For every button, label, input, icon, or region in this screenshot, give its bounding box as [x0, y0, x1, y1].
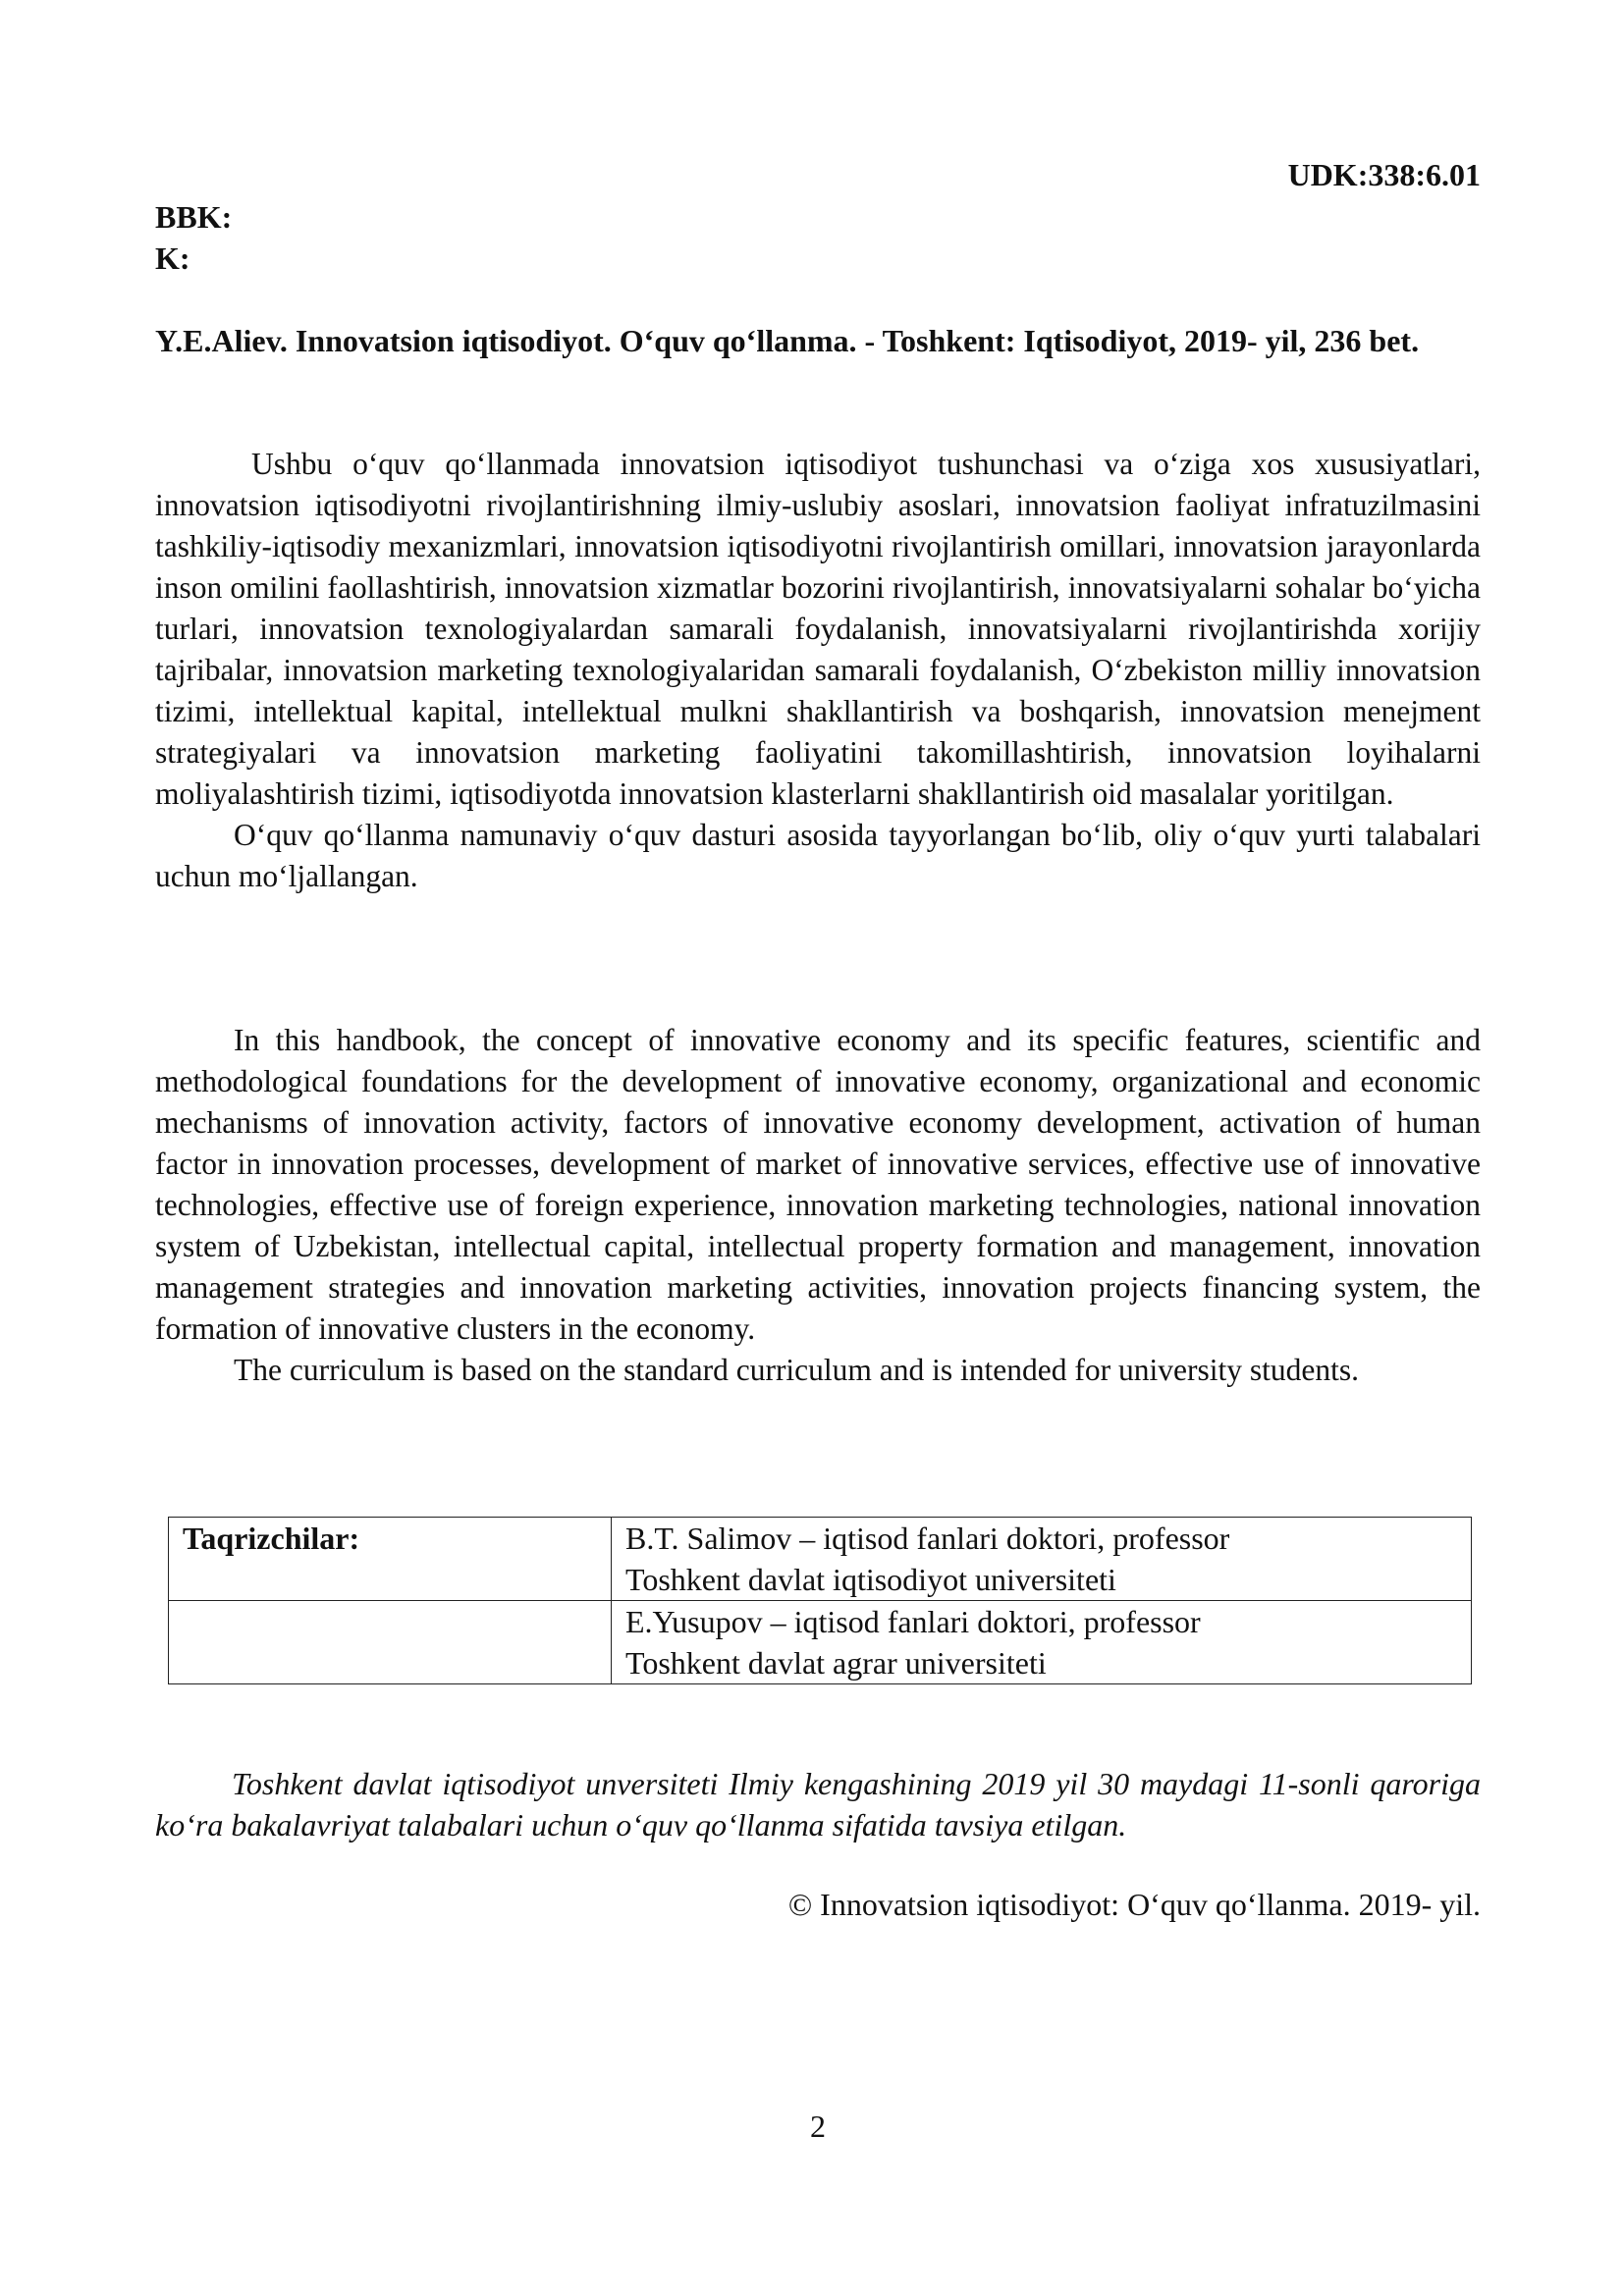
reviewer-cell [612, 1518, 1472, 1601]
abstract-english-paragraph-2: The curriculum is based on the standard curriculum and is intended for university students. [234, 1353, 1359, 1387]
reviewer-name: E.Yusupov – iqtisod fanlari doktori, professor [625, 1604, 1201, 1639]
abstract-english-paragraph-1: In this handbook, the concept of innovative economy and its specific features, scientific and methodological foundations for the development of innovative economy, organizational and economic mechanisms of innovation activity, factors of innovative economy development, activation of human factor in innovation processes, development of market of innovative services, effective use of innovative technologies, effective use of foreign experience, innovation marketing technologies, national innovation system of Uzbekistan, intellectual capital, intellectual property formation and management, innovation management strategies and innovation marketing activities, innovation projects financing system, the formation of innovative clusters in the economy. [155, 1023, 1481, 1346]
reviewer-organization: Toshkent davlat iqtisodiyot universiteti [625, 1562, 1116, 1597]
udk-code: UDK:338:6.01 [1287, 157, 1481, 192]
bibliographic-citation: Y.E.Aliev. Innovatsion iqtisodiyot. O‘quv qo‘llanma. - Toshkent: Iqtisodiyot, 2019- yil, 236 bet. [155, 323, 1420, 358]
abstract-uzbek-paragraph-1: Ushbu o‘quv qo‘llanmada innovatsion iqtisodiyot tushunchasi va o‘ziga xos xususiyatlari, innovatsion iqtisodiyotni rivojlantirishning ilmiy-uslubiy asoslari, innovatsion faoliyat infratuzilmasini tashkiliy-iqtisodiy mexanizmlari, innovatsion iqtisodiyotni rivojlantirish omillari, innovatsion jarayonlarda inson omilini faollashtirish, innovatsion xizmatlar bozorini rivojlantirish, innovatsiyalarni sohalar bo‘yicha turlari, innovatsion texnologiyalardan samarali foydalanish, innovatsiyalarni rivojlantirishda xorijiy tajribalar, innovatsion marketing texnologiyalaridan samarali foydalanish, O‘zbekiston milliy innovatsion tizimi, intellektual kapital, intellektual mulkni shakllantirish va boshqarish, innovatsion menejment strategiyalari va innovatsion marketing faoliyatini takomillashtirish, innovatsion loyihalarni moliyalashtirish tizimi, iqtisodiyotda innovatsion klasterlarni shakllantirish oid masalalar yoritilgan. [155, 447, 1481, 811]
bbk-label: BBK: [155, 199, 233, 235]
page-number: 2 [810, 2109, 826, 2144]
abstract-uzbek [155, 444, 1481, 897]
copyright-line: © Innovatsion iqtisodiyot: O‘quv qo‘llanma. 2019- yil. [787, 1887, 1481, 1922]
table-row [169, 1601, 1472, 1684]
reviewers-table [168, 1517, 1472, 1684]
abstract-english [155, 1020, 1481, 1391]
empty-label-cell [169, 1601, 612, 1684]
reviewer-organization: Toshkent davlat agrar universiteti [625, 1645, 1047, 1681]
abstract-uzbek-paragraph-2: O‘quv qo‘llanma namunaviy o‘quv dasturi asosida tayyorlangan bo‘lib, oliy o‘quv yurti talabalari uchun mo‘ljallangan. [155, 818, 1481, 893]
approval-note: Toshkent davlat iqtisodiyot unversiteti Ilmiy kengashining 2019 yil 30 maydagi 11-sonli qaroriga ko‘ra bakalavriyat talabalari uchun o‘quv qo‘llanma sifatida tavsiya etilgan. [155, 1766, 1481, 1842]
table-row [169, 1518, 1472, 1601]
k-label: K: [155, 240, 190, 276]
reviewer-cell [612, 1601, 1472, 1684]
reviewers-label: Taqrizchilar: [169, 1518, 612, 1601]
reviewer-name: B.T. Salimov – iqtisod fanlari doktori, professor [625, 1521, 1230, 1556]
bbk-block [155, 196, 232, 279]
